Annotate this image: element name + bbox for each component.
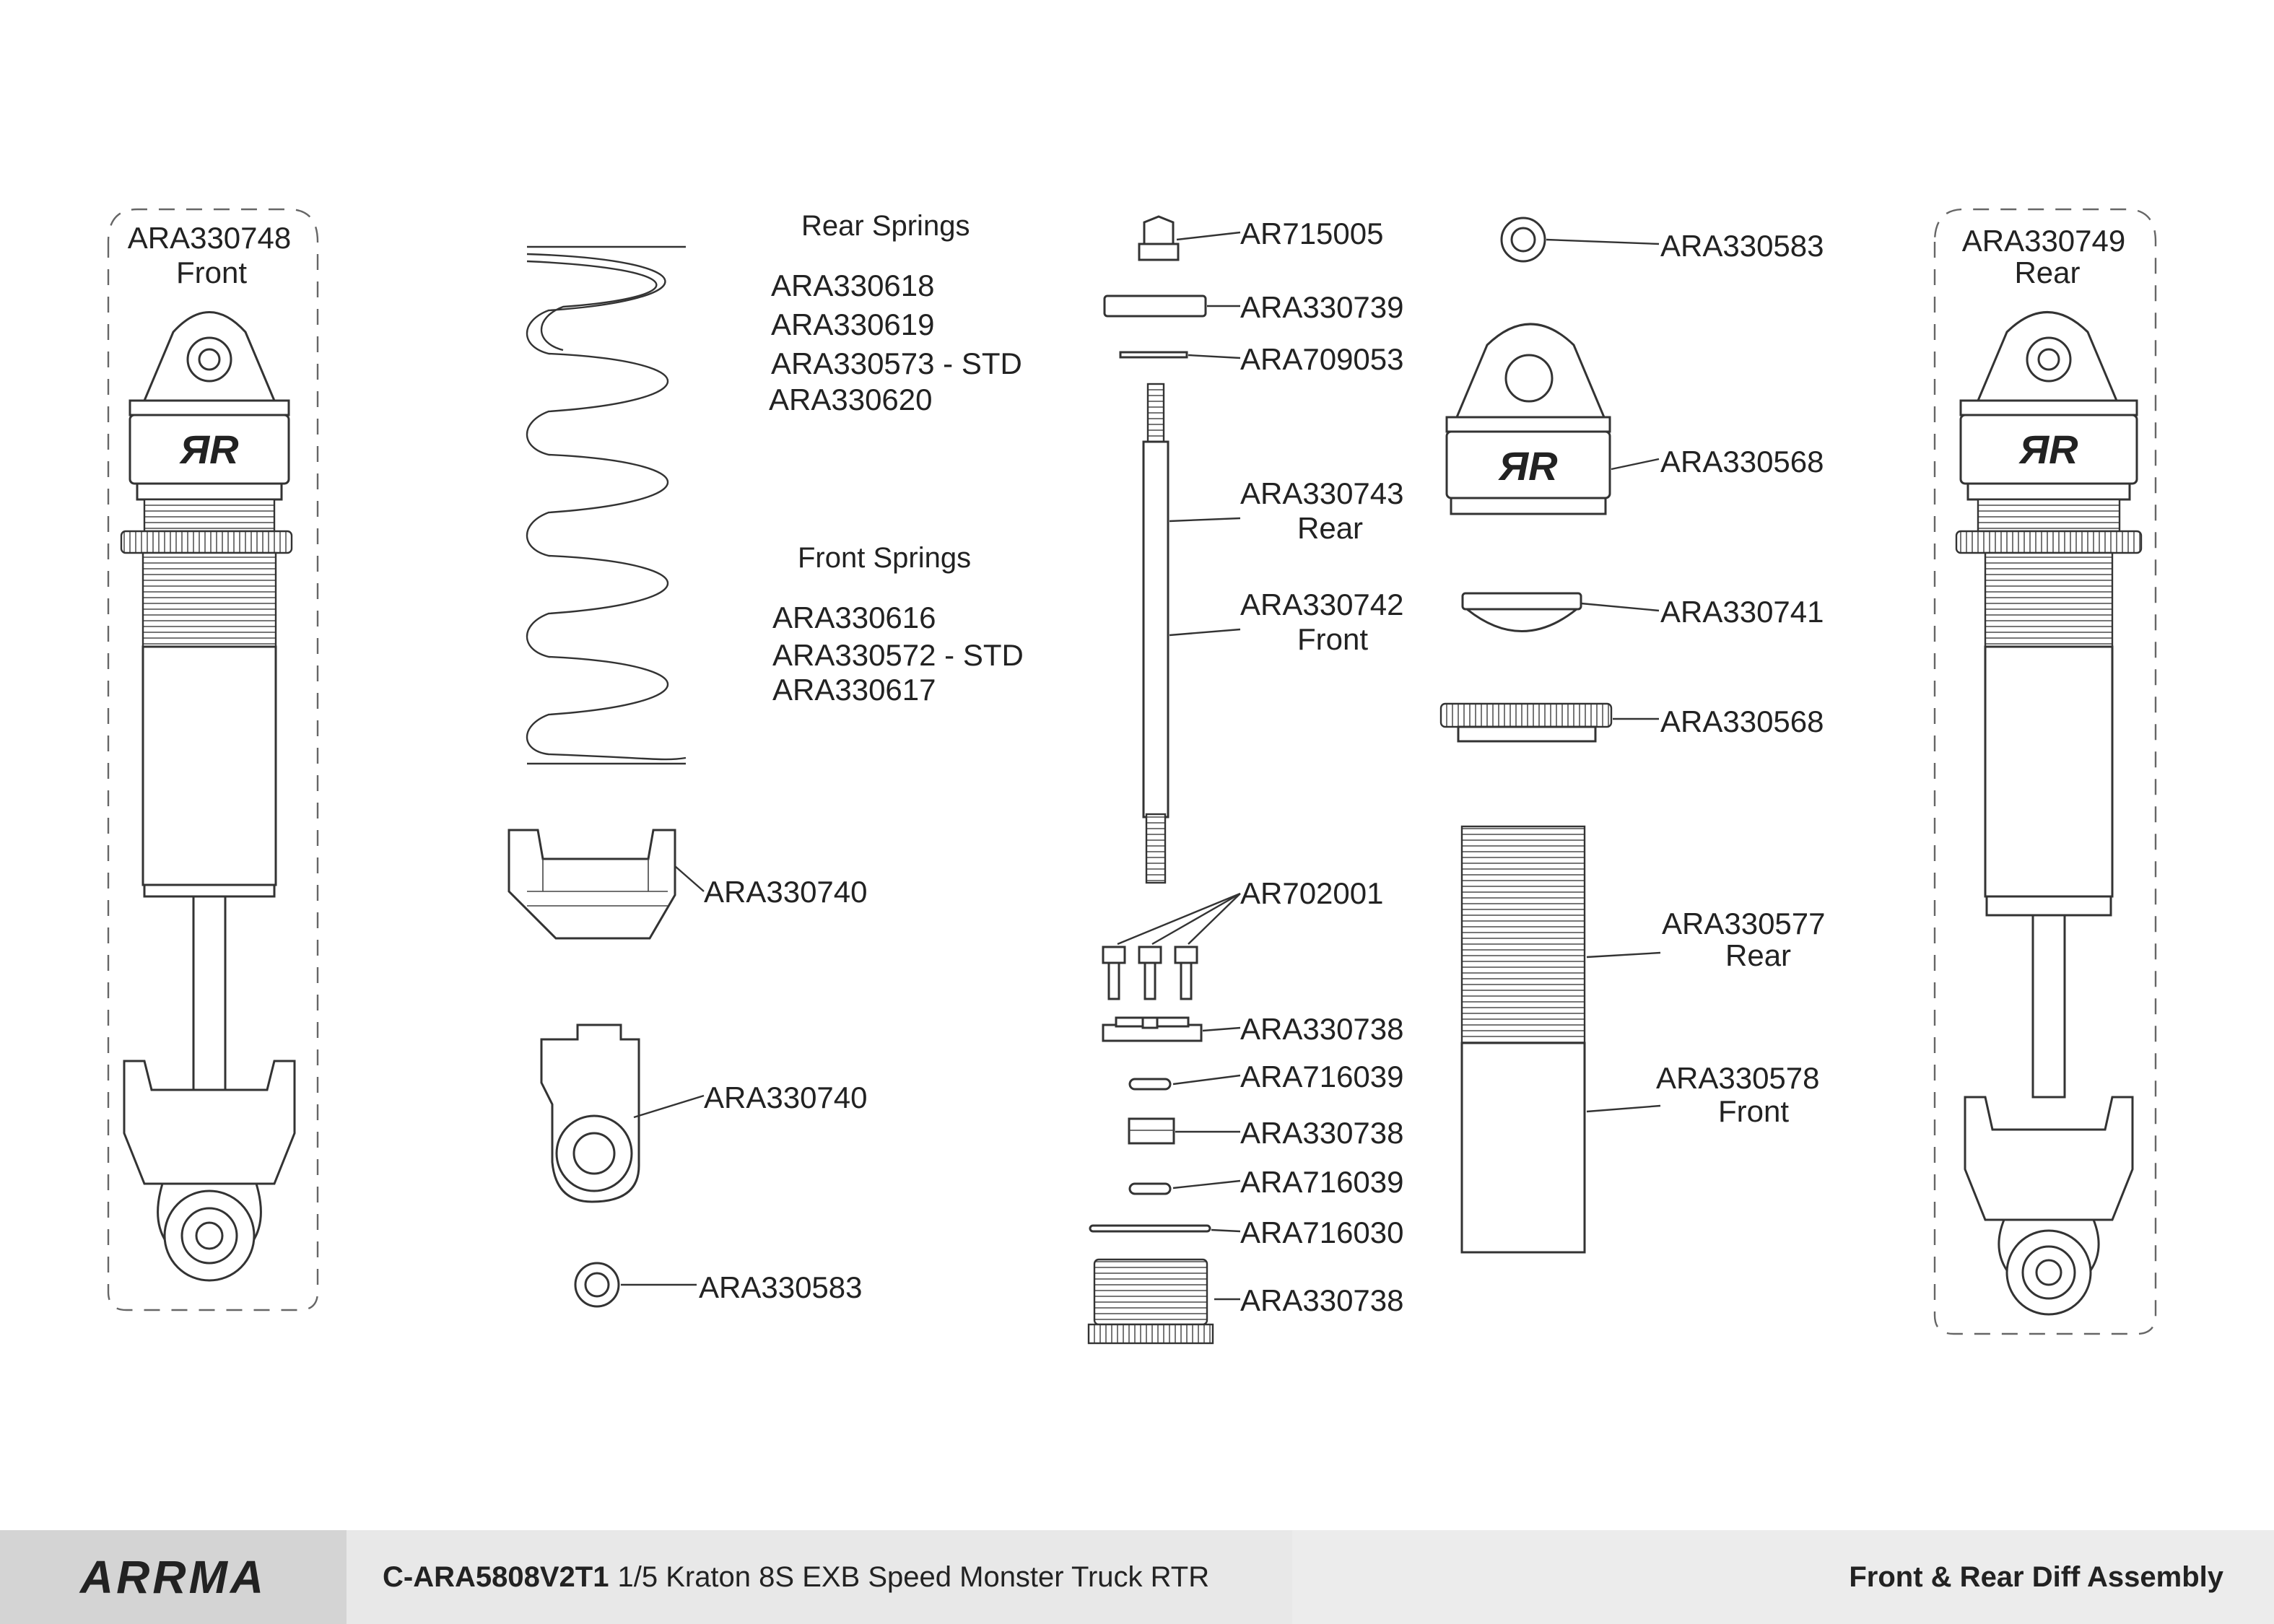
rear-shock-assembly — [1935, 209, 2156, 1334]
front-springs-title: Front Springs — [798, 542, 972, 574]
clip-part — [1090, 1215, 1404, 1249]
rod-end-label: ARA330740 — [704, 1081, 868, 1114]
top-cap-label: ARA330568 — [1660, 445, 1824, 479]
piston-label: ARA330738 — [1240, 1012, 1404, 1046]
left-bushing-part — [575, 1263, 863, 1306]
rear-assembly-part-number: ARA330749 — [1961, 224, 2126, 258]
clip-label: ARA716030 — [1240, 1215, 1404, 1249]
front-body-position: Front — [1718, 1094, 1790, 1128]
rear-spring-1: ARA330618 — [771, 269, 935, 302]
front-shaft-part-number: ARA330742 — [1240, 588, 1404, 621]
rod-end-part — [541, 1025, 868, 1202]
spring-cup-label: ARA330740 — [704, 875, 868, 909]
spacer-label: ARA330738 — [1240, 1116, 1404, 1150]
rear-body-position: Rear — [1725, 938, 1792, 972]
rear-springs-block — [769, 210, 1022, 416]
brand-logo-text: ARRMA — [79, 1551, 267, 1603]
right-bushing-label: ARA330583 — [1660, 229, 1824, 263]
rear-shaft-position: Rear — [1297, 511, 1364, 545]
front-assembly-position: Front — [175, 256, 248, 289]
front-spring-1: ARA330616 — [772, 601, 936, 634]
front-springs-block — [772, 542, 1024, 707]
rear-cap-logo-icon: ЯR — [2019, 427, 2078, 472]
rear-spring-4: ARA330620 — [769, 383, 933, 416]
spring-cup-part — [509, 830, 868, 938]
cap-part — [1089, 1260, 1404, 1343]
footer-bar — [0, 1530, 2274, 1624]
rear-shock-drawing — [1956, 313, 2141, 1315]
oring-1-label: ARA716039 — [1240, 1060, 1404, 1093]
oring-2-part — [1130, 1165, 1404, 1199]
washer-label: ARA330739 — [1240, 290, 1404, 324]
bladder-label: ARA330741 — [1660, 595, 1824, 629]
front-spring-2: ARA330572 - STD — [772, 638, 1024, 672]
nut-label: AR715005 — [1240, 217, 1384, 250]
model-code: C-ARA5808V2T1 — [383, 1560, 609, 1593]
spacer-part — [1129, 1116, 1404, 1150]
spring-drawing — [527, 247, 686, 764]
bladder-part — [1463, 593, 1824, 632]
model-title — [347, 1530, 1292, 1624]
top-cap-part — [1447, 324, 1824, 514]
shock-shaft-part — [1143, 384, 1404, 883]
left-bushing-label: ARA330583 — [699, 1270, 863, 1304]
collar-label: ARA330568 — [1660, 704, 1824, 738]
screws-part — [1103, 876, 1384, 999]
oring-2-label: ARA716039 — [1240, 1165, 1404, 1199]
rear-assembly-position: Rear — [2014, 256, 2081, 289]
brand-logo — [0, 1530, 347, 1624]
model-name: 1/5 Kraton 8S EXB Speed Monster Truck RTR — [617, 1560, 1210, 1593]
washer-part — [1105, 290, 1404, 324]
screws-label: AR702001 — [1240, 876, 1384, 910]
shim-part — [1120, 342, 1404, 376]
front-shock-assembly — [108, 209, 318, 1310]
rear-spring-2: ARA330619 — [771, 307, 935, 341]
rear-body-part-number: ARA330577 — [1662, 907, 1826, 940]
rear-springs-title: Rear Springs — [801, 210, 970, 242]
shock-body-part — [1462, 826, 1826, 1252]
top-cap-logo-icon: ЯR — [1499, 443, 1558, 489]
nut-part — [1139, 217, 1384, 260]
front-cap-logo-icon: ЯR — [180, 427, 239, 472]
rear-spring-3: ARA330573 - STD — [771, 346, 1022, 380]
front-shock-drawing — [121, 313, 295, 1281]
right-bushing-part — [1502, 218, 1824, 263]
front-spring-3: ARA330617 — [772, 673, 936, 707]
section-title: Front & Rear Diff Assembly — [1292, 1530, 2274, 1624]
collar-part — [1441, 704, 1824, 741]
shim-label: ARA709053 — [1240, 342, 1404, 376]
oring-1-part — [1130, 1060, 1404, 1093]
front-shaft-position: Front — [1297, 622, 1369, 656]
cap-label: ARA330738 — [1240, 1283, 1404, 1317]
rear-shaft-part-number: ARA330743 — [1240, 476, 1404, 510]
front-body-part-number: ARA330578 — [1656, 1061, 1820, 1095]
front-assembly-part-number: ARA330748 — [127, 221, 292, 255]
piston-part — [1103, 1012, 1404, 1046]
